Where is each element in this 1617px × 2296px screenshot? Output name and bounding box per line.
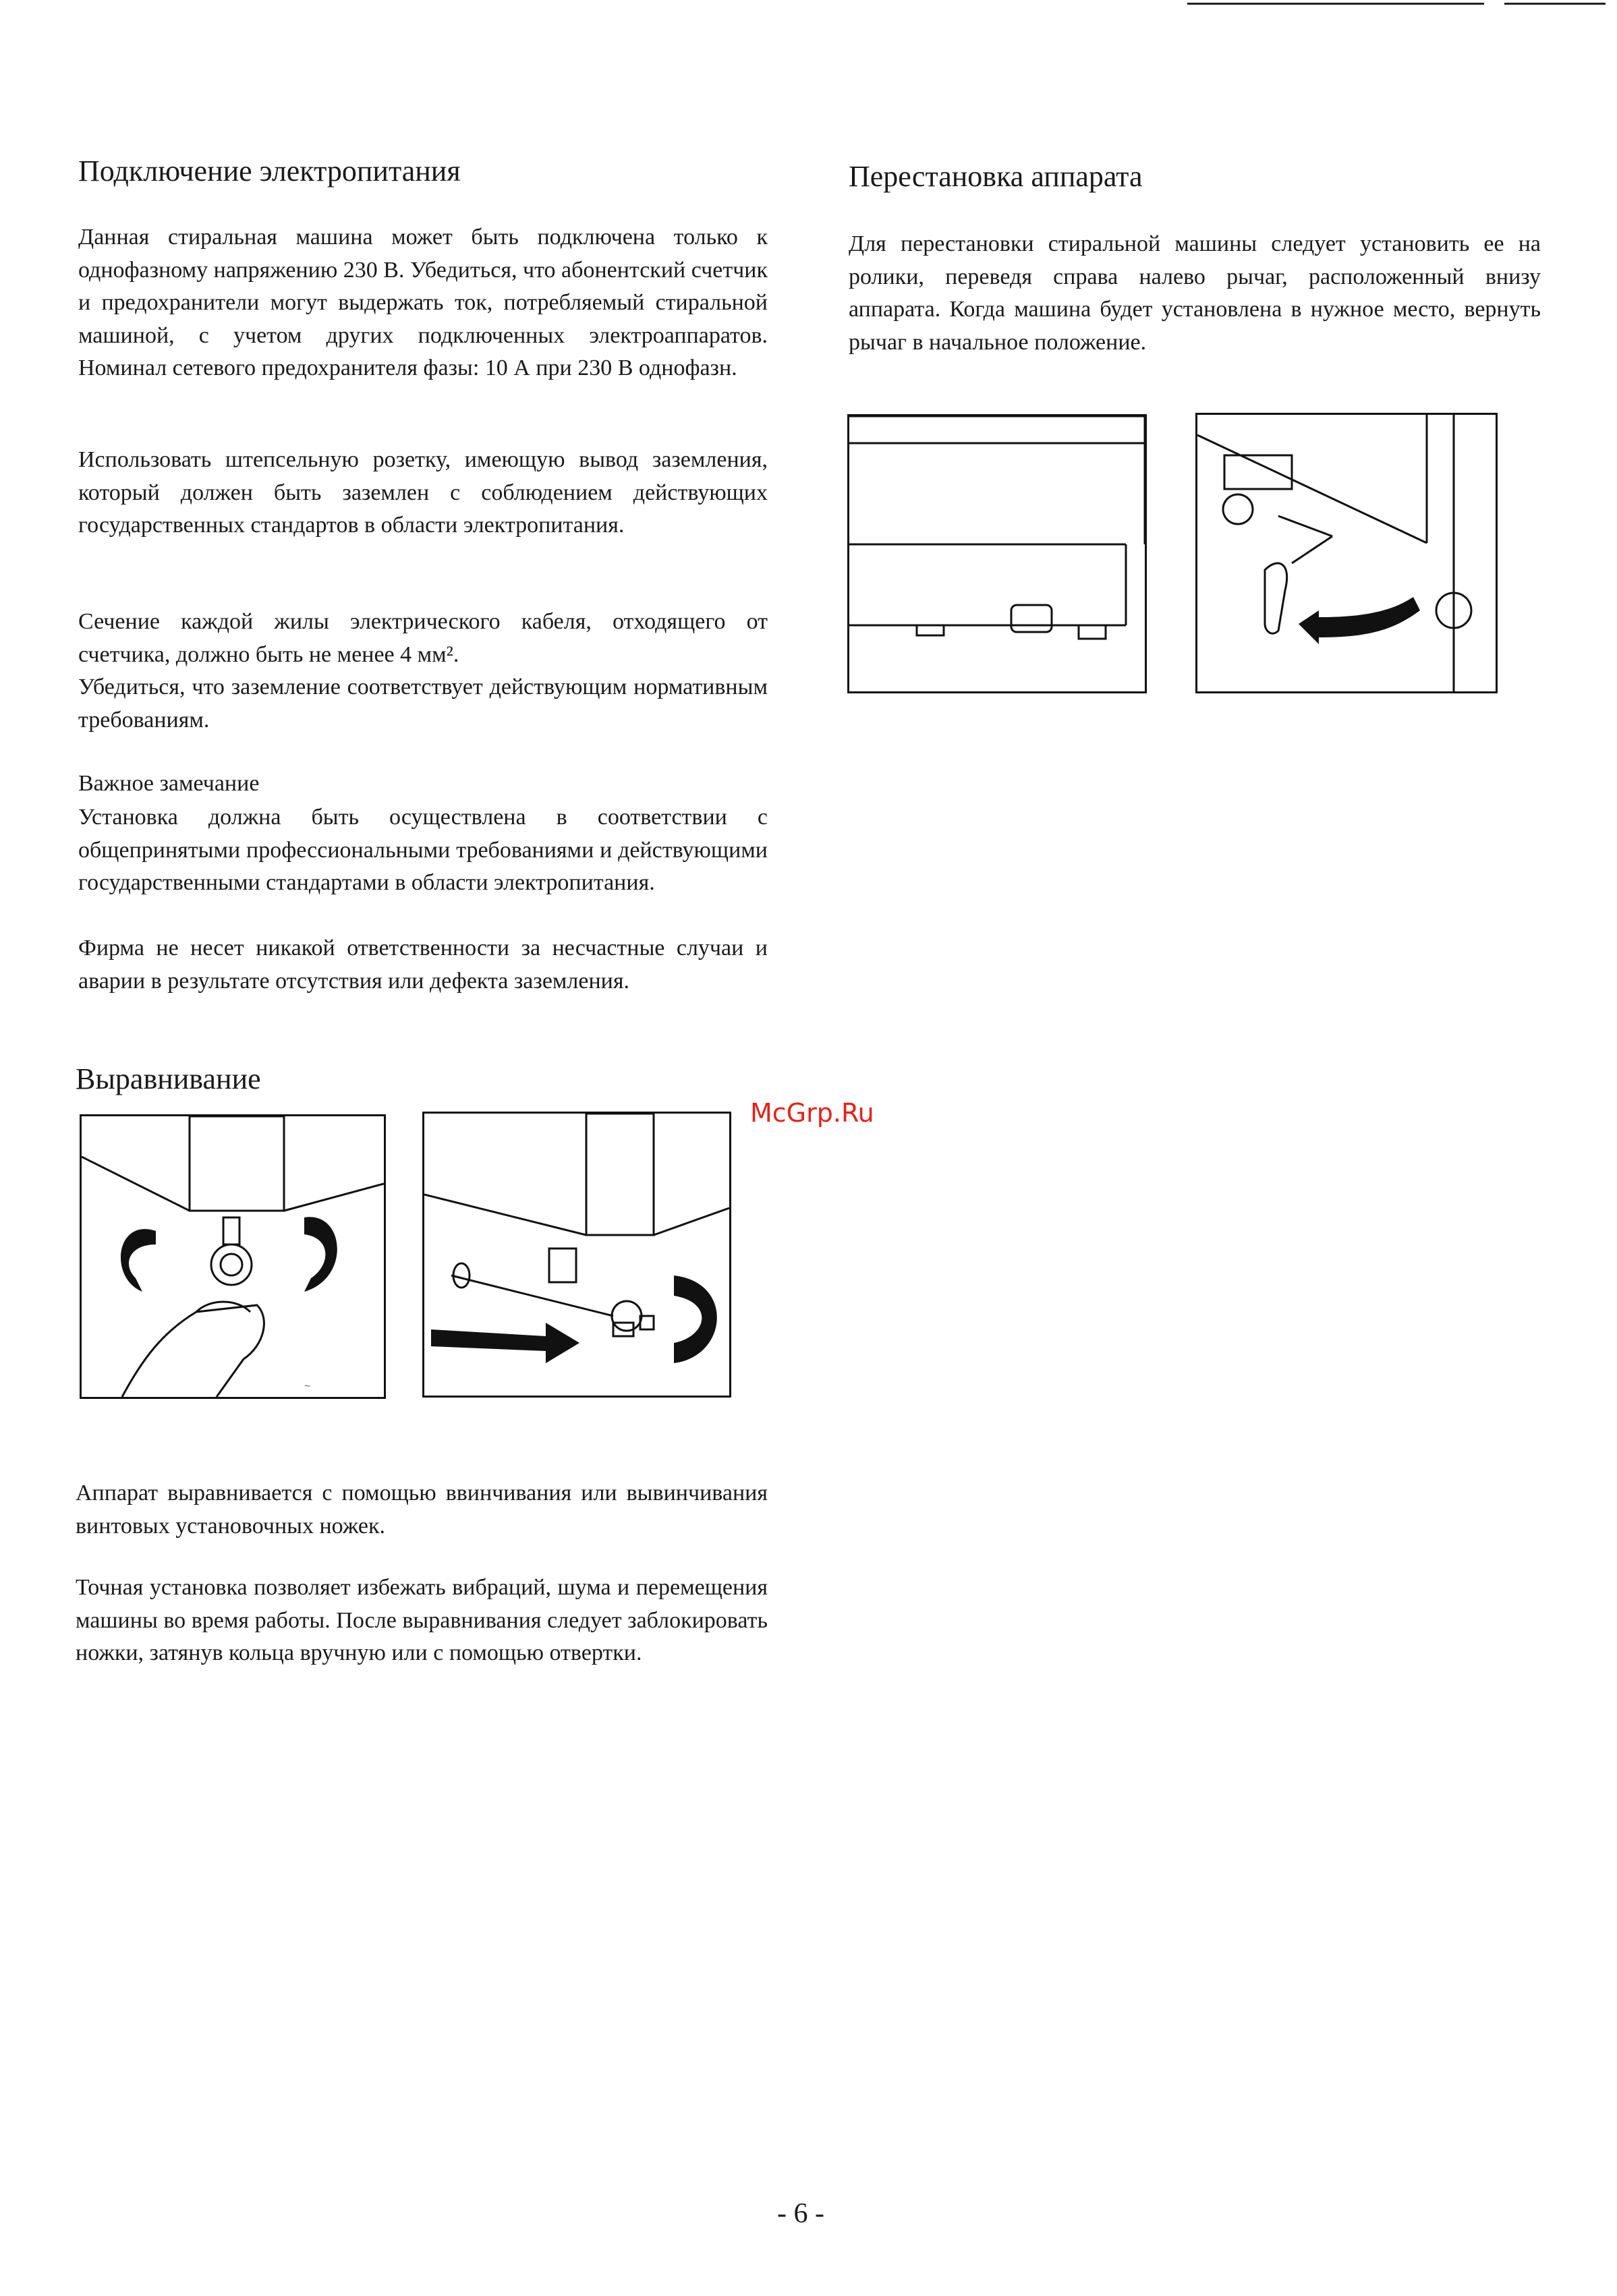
note-title: Важное замечание (78, 771, 260, 796)
leveling-figure-screwdriver (422, 1112, 731, 1398)
svg-text:~: ~ (304, 1381, 311, 1392)
page-number: - 6 - (777, 2198, 824, 2229)
power-section-title: Подключение электропитания (78, 154, 461, 188)
power-paragraph-6: Фирма не несет никакой ответственности за несчастные случаи и аварии в результате отсутствия или дефекта заземления. (78, 936, 768, 994)
power-paragraph-4: Убедиться, что заземление соответствует действующим нормативным требованиям. (78, 675, 768, 733)
moving-figure-lever (1195, 413, 1498, 693)
moving-section-title: Перестановка аппарата (849, 160, 1143, 193)
leveling-paragraph-1: Аппарат выравнивается с помощью ввинчивания или вывинчивания винтовых установочных ножек. (76, 1481, 768, 1539)
power-paragraph-1: Данная стиральная машина может быть подключена только к однофазному напряжению 230 В. Убедиться, что абонентский счетчик и предохранители могут выдержать ток, потребляемый стиральной машиной, с учетом других подключенных электроаппаратов. Номинал сетевого предохранителя фазы: 10 А при 230 В однофазн. (78, 225, 768, 380)
moving-figure-side (847, 414, 1147, 693)
power-paragraph-5: Установка должна быть осуществлена в соответствии с общепринятыми профессиональными требованиями и действующими государственными стандартами в области электропитания. (78, 805, 768, 895)
top-rule-1 (1187, 3, 1484, 5)
leveling-paragraph-2: Точная установка позволяет избежать вибраций, шума и перемещения машины во время работы. После выравнивания следует заблокировать ножки, затянув кольца вручную или с помощью отвертки. (76, 1575, 768, 1665)
watermark: McGrp.Ru (750, 1098, 874, 1128)
leveling-figure-hand (80, 1114, 386, 1399)
top-rule-2 (1504, 3, 1606, 5)
power-paragraph-2: Использовать штепсельную розетку, имеющую вывод заземления, который должен быть заземлен с соблюдением действующих государственных стандартов в области электропитания. (78, 447, 768, 538)
power-paragraph-3: Сечение каждой жилы электрического кабеля, отходящего от счетчика, должно быть не менее 4 мм². (78, 609, 768, 667)
moving-paragraph-1: Для перестановки стиральной машины следует установить ее на ролики, переведя справа налево рычаг, расположенный внизу аппарата. Когда машина будет установлена в нужное место, вернуть рычаг в начальное положение. (849, 231, 1541, 355)
leveling-section-title: Выравнивание (76, 1062, 261, 1095)
